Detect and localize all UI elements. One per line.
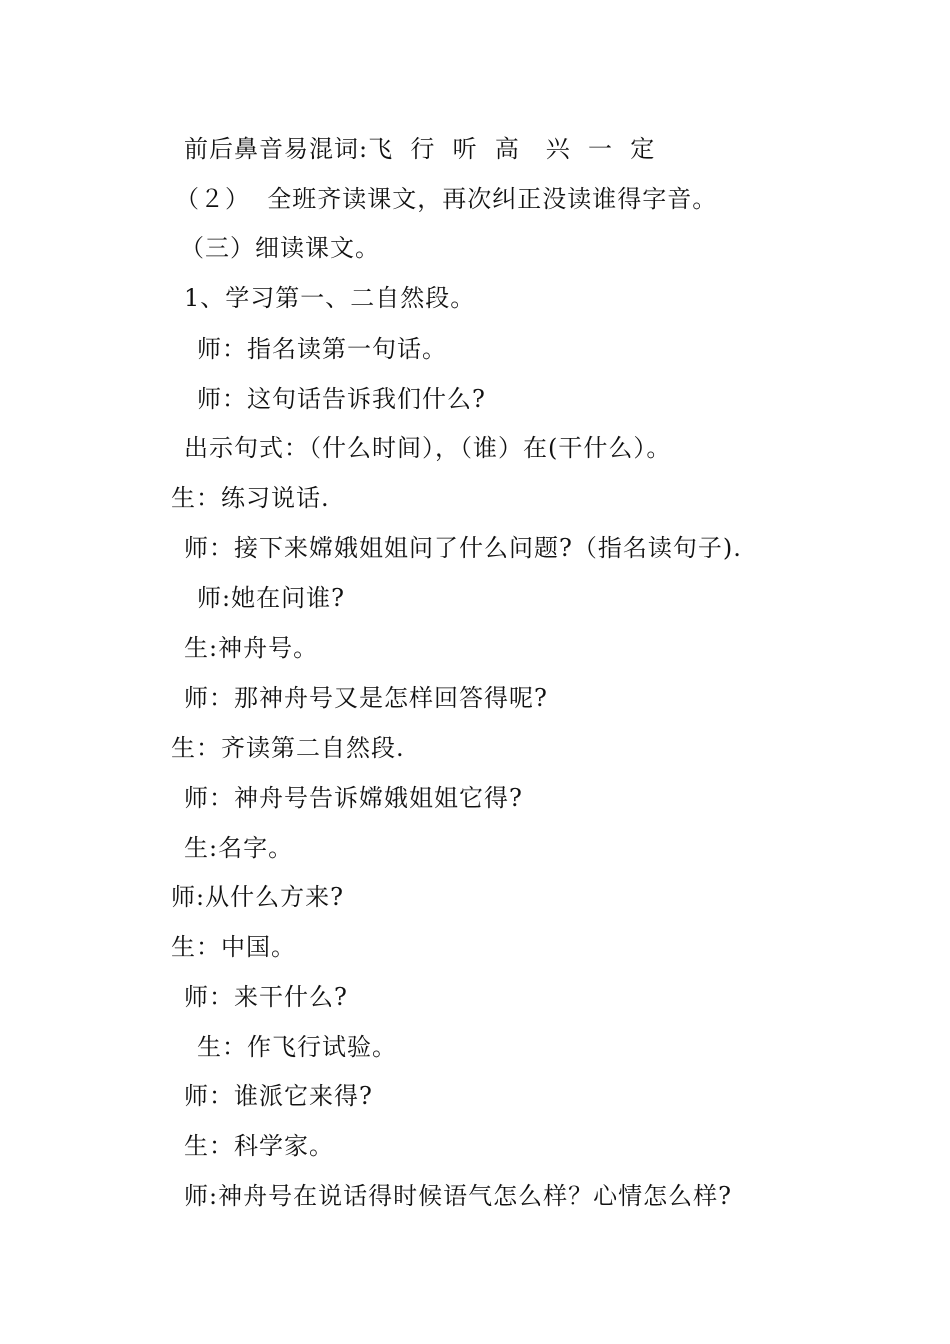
section-heading: （三）细读课文。 bbox=[180, 234, 380, 262]
text-line: 师：这句话告诉我们什么? bbox=[197, 385, 486, 413]
text-line: 前后鼻音易混词:飞 行 听 高 兴 一 定 bbox=[184, 135, 656, 163]
text-line: 师：谁派它来得? bbox=[184, 1082, 373, 1110]
text-line: 生：练习说话. bbox=[171, 484, 330, 512]
text-line: 师:神舟号在说话得时候语气怎么样？心情怎么样? bbox=[184, 1182, 732, 1210]
text-line: 师：接下来嫦娥姐姐问了什么问题?（指名读句子). bbox=[184, 534, 742, 562]
text-line: 师：指名读第一句话。 bbox=[197, 335, 447, 363]
text-line: 师:从什么方来? bbox=[171, 883, 344, 911]
text-line: 生：作飞行试验。 bbox=[197, 1033, 397, 1061]
text-line: 生:名字。 bbox=[184, 834, 294, 862]
text-line: 出示句式：（什么时间），（谁）在(干什么）。 bbox=[184, 434, 672, 462]
text-line: 生：中国。 bbox=[171, 933, 296, 961]
text-line: 师：来干什么? bbox=[184, 983, 348, 1011]
text-line: （２） 全班齐读课文，再次纠正没读谁得字音。 bbox=[175, 185, 718, 213]
subsection-heading: 1、学习第一、二自然段。 bbox=[184, 284, 476, 312]
text-line: 师：神舟号告诉嫦娥姐姐它得? bbox=[184, 784, 523, 812]
text-line: 师：那神舟号又是怎样回答得呢? bbox=[184, 684, 548, 712]
text-line: 生:神舟号。 bbox=[184, 634, 319, 662]
text-line: 生：科学家。 bbox=[184, 1132, 334, 1160]
text-line: 生：齐读第二自然段. bbox=[171, 734, 405, 762]
text-line: 师:她在问谁? bbox=[197, 584, 345, 612]
